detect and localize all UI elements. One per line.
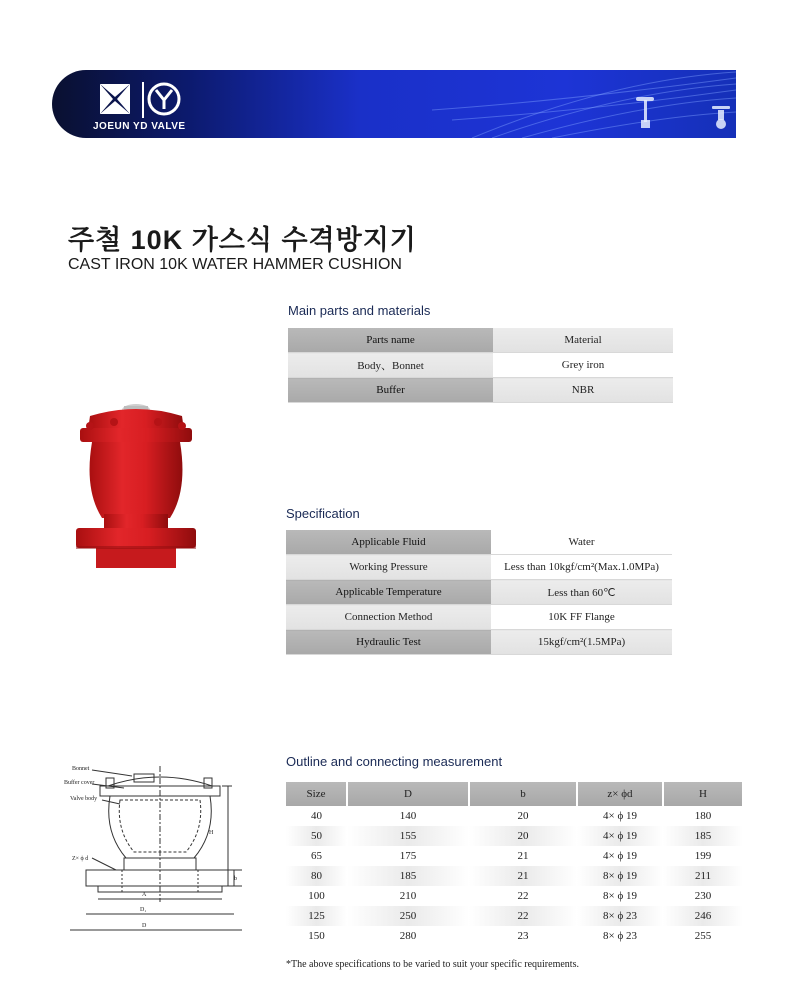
table-cell: NBR [493, 378, 673, 403]
table-cell: 20 [517, 810, 529, 822]
table-cell: 15kgf/cm²(1.5MPa) [491, 630, 672, 655]
table-cell: 100 [308, 890, 325, 902]
table-row [286, 846, 743, 866]
label-d: D [142, 923, 147, 929]
label-d1: D₁ [140, 907, 147, 913]
company-logo [98, 82, 188, 120]
table-cell: Water [491, 530, 672, 555]
specification-section-title: Specification [286, 506, 360, 521]
table-cell: 280 [399, 930, 417, 942]
table-cell: Less than 60℃ [491, 580, 672, 605]
label-zd: Z× ϕ d [72, 856, 89, 862]
label-b: b [234, 876, 237, 882]
table-cell: 80 [286, 866, 347, 886]
table-cell: 21 [469, 866, 577, 886]
outline-section-title: Outline and connecting measurement [286, 754, 503, 769]
product-title-korean: 주철 10K 가스식 수격방지기 [68, 225, 417, 255]
table-cell: 210 [399, 890, 417, 902]
table-cell: 20 [469, 826, 577, 846]
table-row [286, 886, 743, 906]
table-row [288, 353, 673, 378]
table-cell: 40 [311, 810, 322, 822]
table-cell: 4× ϕ 19 [603, 810, 637, 822]
table-cell: 150 [308, 930, 325, 942]
parts-table [288, 328, 673, 403]
table-cell: 8× ϕ 23 [577, 906, 663, 926]
table-row [286, 530, 672, 555]
product-title-english: CAST IRON 10K WATER HAMMER CUSHION [68, 256, 402, 273]
table-row [288, 378, 673, 403]
table-row [286, 605, 672, 630]
table-row [286, 826, 743, 846]
table-cell: 65 [311, 850, 322, 862]
label-a: A [142, 892, 147, 898]
table-cell: 175 [399, 850, 417, 862]
table-header: H [663, 782, 743, 806]
table-cell: 140 [399, 810, 417, 822]
table-cell: Less than 10kgf/cm²(Max.1.0MPa) [491, 555, 672, 580]
table-cell: 125 [286, 906, 347, 926]
table-cell: 10K FF Flange [491, 605, 672, 630]
table-cell: 255 [694, 930, 712, 942]
table-cell: 22 [517, 890, 529, 902]
table-cell: 50 [286, 826, 347, 846]
table-header-row [286, 782, 743, 806]
table-cell: Buffer [288, 378, 493, 403]
table-cell: 230 [694, 890, 712, 902]
table-row [286, 630, 672, 655]
table-cell: Applicable Temperature [286, 580, 491, 605]
table-cell: 22 [469, 906, 577, 926]
table-cell: 23 [517, 930, 529, 942]
table-cell: 8× ϕ 19 [577, 866, 663, 886]
table-cell: 155 [347, 826, 469, 846]
table-cell: 4× ϕ 19 [603, 850, 637, 862]
table-row [286, 555, 672, 580]
outline-drawing [62, 762, 242, 938]
table-row [288, 328, 673, 353]
label-bonnet: Bonnet [72, 766, 90, 772]
table-cell: Applicable Fluid [286, 530, 491, 555]
table-cell: Material [493, 328, 673, 353]
parts-section-title: Main parts and materials [288, 303, 431, 318]
table-cell: 4× ϕ 19 [577, 826, 663, 846]
table-row [286, 906, 743, 926]
table-row [286, 580, 672, 605]
table-cell: Parts name [288, 328, 493, 353]
table-header: b [469, 782, 577, 806]
label-h: H [209, 830, 214, 836]
table-cell: 250 [347, 906, 469, 926]
specification-table [286, 530, 672, 655]
table-header: Size [286, 782, 347, 806]
table-header: z× ϕd [577, 782, 663, 806]
table-cell: 185 [663, 826, 743, 846]
table-cell: Body、Bonnet [288, 353, 493, 378]
label-buffer-cover: Buffer cover [64, 780, 95, 786]
outline-table [286, 782, 744, 946]
table-cell: 21 [517, 850, 529, 862]
brand-name: JOEUN YD VALVE [93, 121, 186, 132]
table-row [286, 926, 743, 946]
table-cell: Hydraulic Test [286, 630, 491, 655]
table-cell: 199 [694, 850, 712, 862]
table-row [286, 806, 743, 826]
table-cell: 211 [663, 866, 743, 886]
table-cell: Working Pressure [286, 555, 491, 580]
table-cell: 180 [694, 810, 712, 822]
table-cell: Connection Method [286, 605, 491, 630]
table-cell: 8× ϕ 19 [603, 890, 637, 902]
footnote: *The above specifications to be varied to suit your specific requirements. [286, 959, 579, 970]
table-row [286, 866, 743, 886]
table-cell: 185 [347, 866, 469, 886]
table-cell: 8× ϕ 23 [603, 930, 637, 942]
table-header: D [347, 782, 469, 806]
table-cell: Grey iron [493, 353, 673, 378]
valve-product-image [74, 400, 204, 572]
table-cell: 246 [663, 906, 743, 926]
label-valve-body: Valve body [70, 796, 98, 802]
